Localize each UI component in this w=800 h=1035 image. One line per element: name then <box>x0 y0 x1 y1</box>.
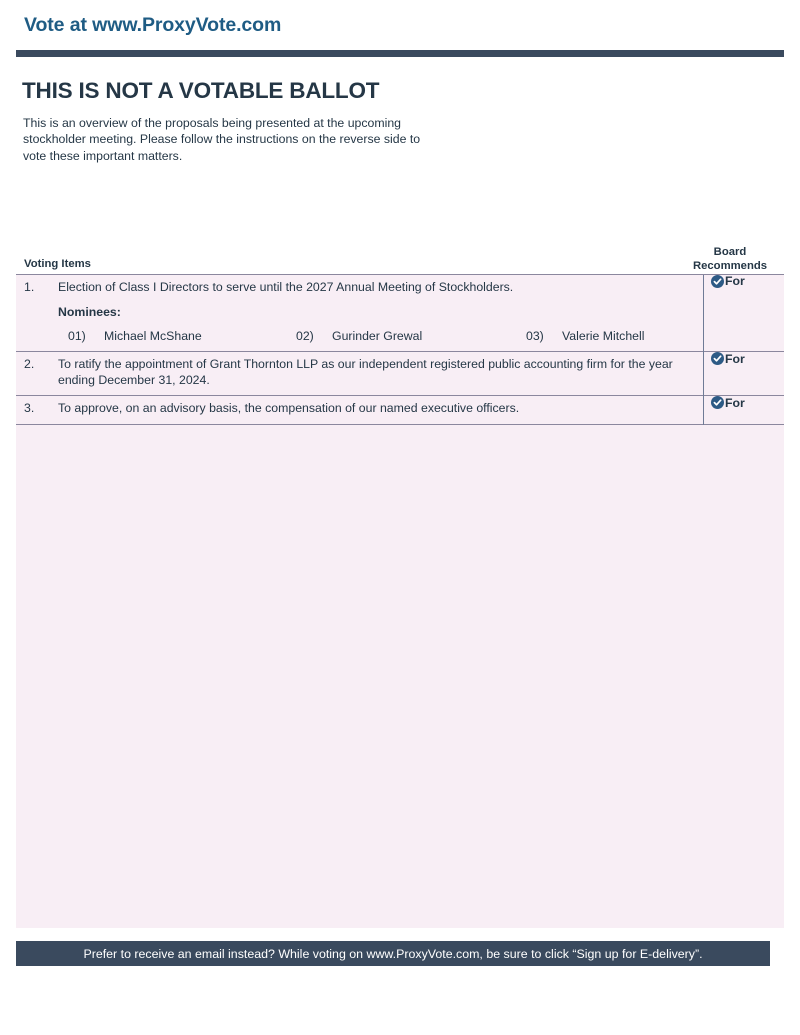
nominee-name: Gurinder Grewal <box>332 329 423 344</box>
check-circle-icon <box>711 275 724 288</box>
page-title: THIS IS NOT A VOTABLE BALLOT <box>22 78 380 103</box>
proposal-text: Election of Class I Directors to serve until the 2027 Annual Meeting of Stockholders. <box>58 280 514 294</box>
edelivery-footer-text: Prefer to receive an email instead? While voting on www.ProxyVote.com, be sure to click “Sign up for E-delivery”. <box>83 946 703 961</box>
blank-content-area <box>16 429 784 928</box>
check-circle-icon <box>711 396 724 409</box>
nominees-list <box>58 329 695 344</box>
nominees-label: Nominees: <box>58 304 121 319</box>
proposal-number: 2. <box>16 352 58 396</box>
table-row <box>16 396 784 425</box>
check-circle-icon <box>711 352 724 365</box>
column-header-voting-items: Voting Items <box>24 258 91 270</box>
proposal-content <box>58 275 704 352</box>
proposal-text: To approve, on an advisory basis, the compensation of our named executive officers. <box>58 396 704 425</box>
board-recommendation-cell <box>704 396 785 425</box>
proxyvote-header-link[interactable]: Vote at www.ProxyVote.com <box>24 14 282 36</box>
nominee-name: Michael McShane <box>104 329 202 344</box>
header-divider-rule <box>16 50 784 57</box>
edelivery-footer-bar <box>16 941 770 966</box>
voting-items-table <box>16 246 784 455</box>
table-row <box>16 275 784 352</box>
nominee-number: 01) <box>68 329 86 344</box>
nominee-number: 03) <box>526 329 544 344</box>
proposal-text: To ratify the appointment of Grant Thornton LLP as our independent registered public accounting firm for the year ending December 31, 2024. <box>58 352 704 396</box>
board-recommends-line2: Recommends <box>692 259 768 272</box>
recommendation-label: For <box>725 274 745 289</box>
proposal-number: 1. <box>16 275 58 352</box>
list-item <box>296 329 422 345</box>
list-item <box>526 329 644 345</box>
nominee-number: 02) <box>296 329 314 344</box>
board-recommendation-cell <box>704 275 785 352</box>
proposal-number: 3. <box>16 396 58 425</box>
column-header-board-recommends <box>682 246 778 273</box>
recommendation-label: For <box>725 395 745 410</box>
nominee-name: Valerie Mitchell <box>562 329 645 344</box>
list-item <box>68 329 202 345</box>
board-recommendation-cell <box>704 352 785 396</box>
table-column-headers <box>16 246 784 274</box>
intro-paragraph: This is an overview of the proposals being presented at the upcoming stockholder meeting. Please follow the instructions on the reverse side to vote these important matters. <box>23 116 421 163</box>
recommendation-label: For <box>725 351 745 366</box>
board-recommends-line1: Board <box>713 246 747 258</box>
table-row <box>16 352 784 396</box>
